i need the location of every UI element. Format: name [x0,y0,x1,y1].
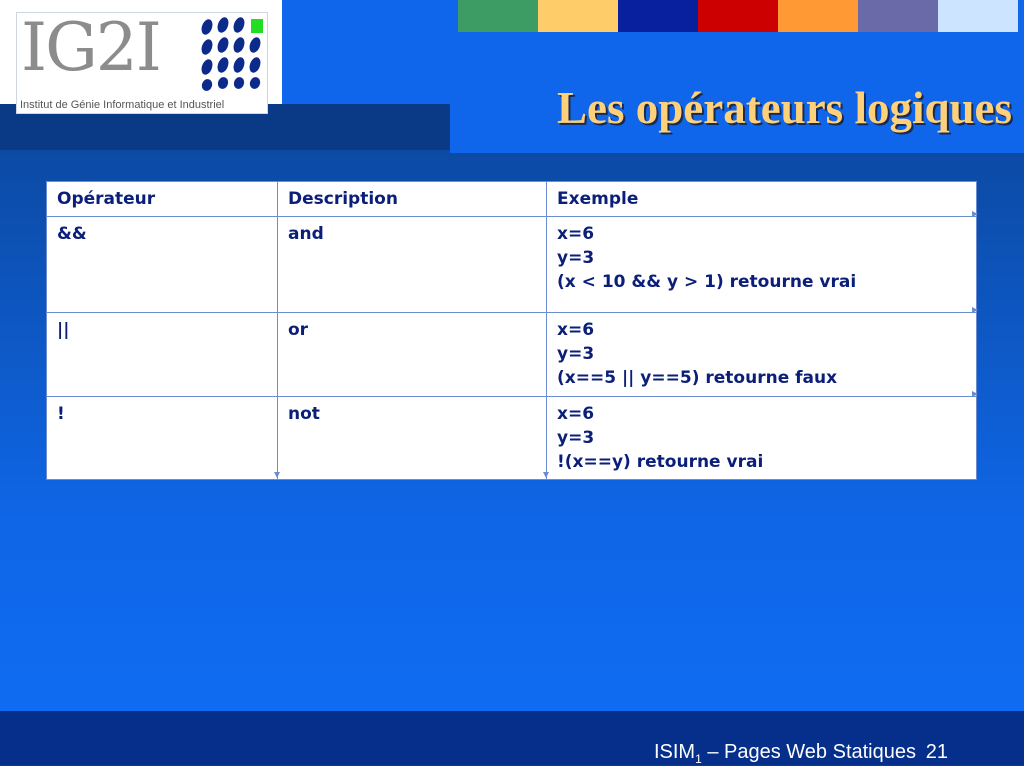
page-number: 21 [925,741,948,763]
color-swatches [458,0,1018,32]
ig2i-logo [16,9,268,114]
operators-table [46,181,977,480]
example-cell [547,217,977,313]
example-cell [547,397,977,480]
swatch-purple [858,0,938,32]
operator-cell: && [47,217,278,313]
footer-course: ISIM [653,741,696,763]
logo-subtitle: Institut de Génie Informatique et Industriel [20,99,225,111]
description-cell: and [278,217,547,313]
slide-footer [0,711,1024,765]
column-header-description: Description [278,182,547,217]
example-line: y=3 [557,428,595,448]
swatch-lightblue [938,0,1018,32]
table-col-marker-icon [274,472,280,478]
table-col-marker-icon [543,472,549,478]
table-row-marker-icon [972,307,978,313]
footer-caption [654,741,916,766]
table-row [47,397,977,480]
logo-text: IG2I [21,9,160,86]
column-header-operator: Opérateur [47,182,278,217]
example-line: (x==5 || y==5) retourne faux [557,368,838,388]
operator-cell: || [47,313,278,397]
slide-title: Les opérateurs logiques [557,83,1012,133]
swatch-yellow [538,0,618,32]
description-cell: or [278,313,547,397]
swatch-red [698,0,778,32]
example-line: (x < 10 && y > 1) retourne vrai [557,272,857,292]
operator-cell: ! [47,397,278,480]
example-line: !(x==y) retourne vrai [557,452,764,472]
swatch-navy [618,0,698,32]
example-line: y=3 [557,344,595,364]
column-header-example: Exemple [547,182,977,217]
example-line: x=6 [557,404,595,424]
swatch-orange [778,0,858,32]
table-header-row [47,182,977,217]
table-row-marker-icon [972,391,978,397]
table-row [47,313,977,397]
example-line: x=6 [557,224,595,244]
table-row-marker-icon [972,211,978,217]
description-cell: not [278,397,547,480]
logo-dots-icon [199,17,265,91]
example-line: x=6 [557,320,595,340]
example-line: y=3 [557,248,595,268]
footer-title: – Pages Web Statiques [701,741,916,763]
table-row [47,217,977,313]
footer-course-sub: 1 [695,752,702,766]
example-cell [547,313,977,397]
swatch-green [458,0,538,32]
